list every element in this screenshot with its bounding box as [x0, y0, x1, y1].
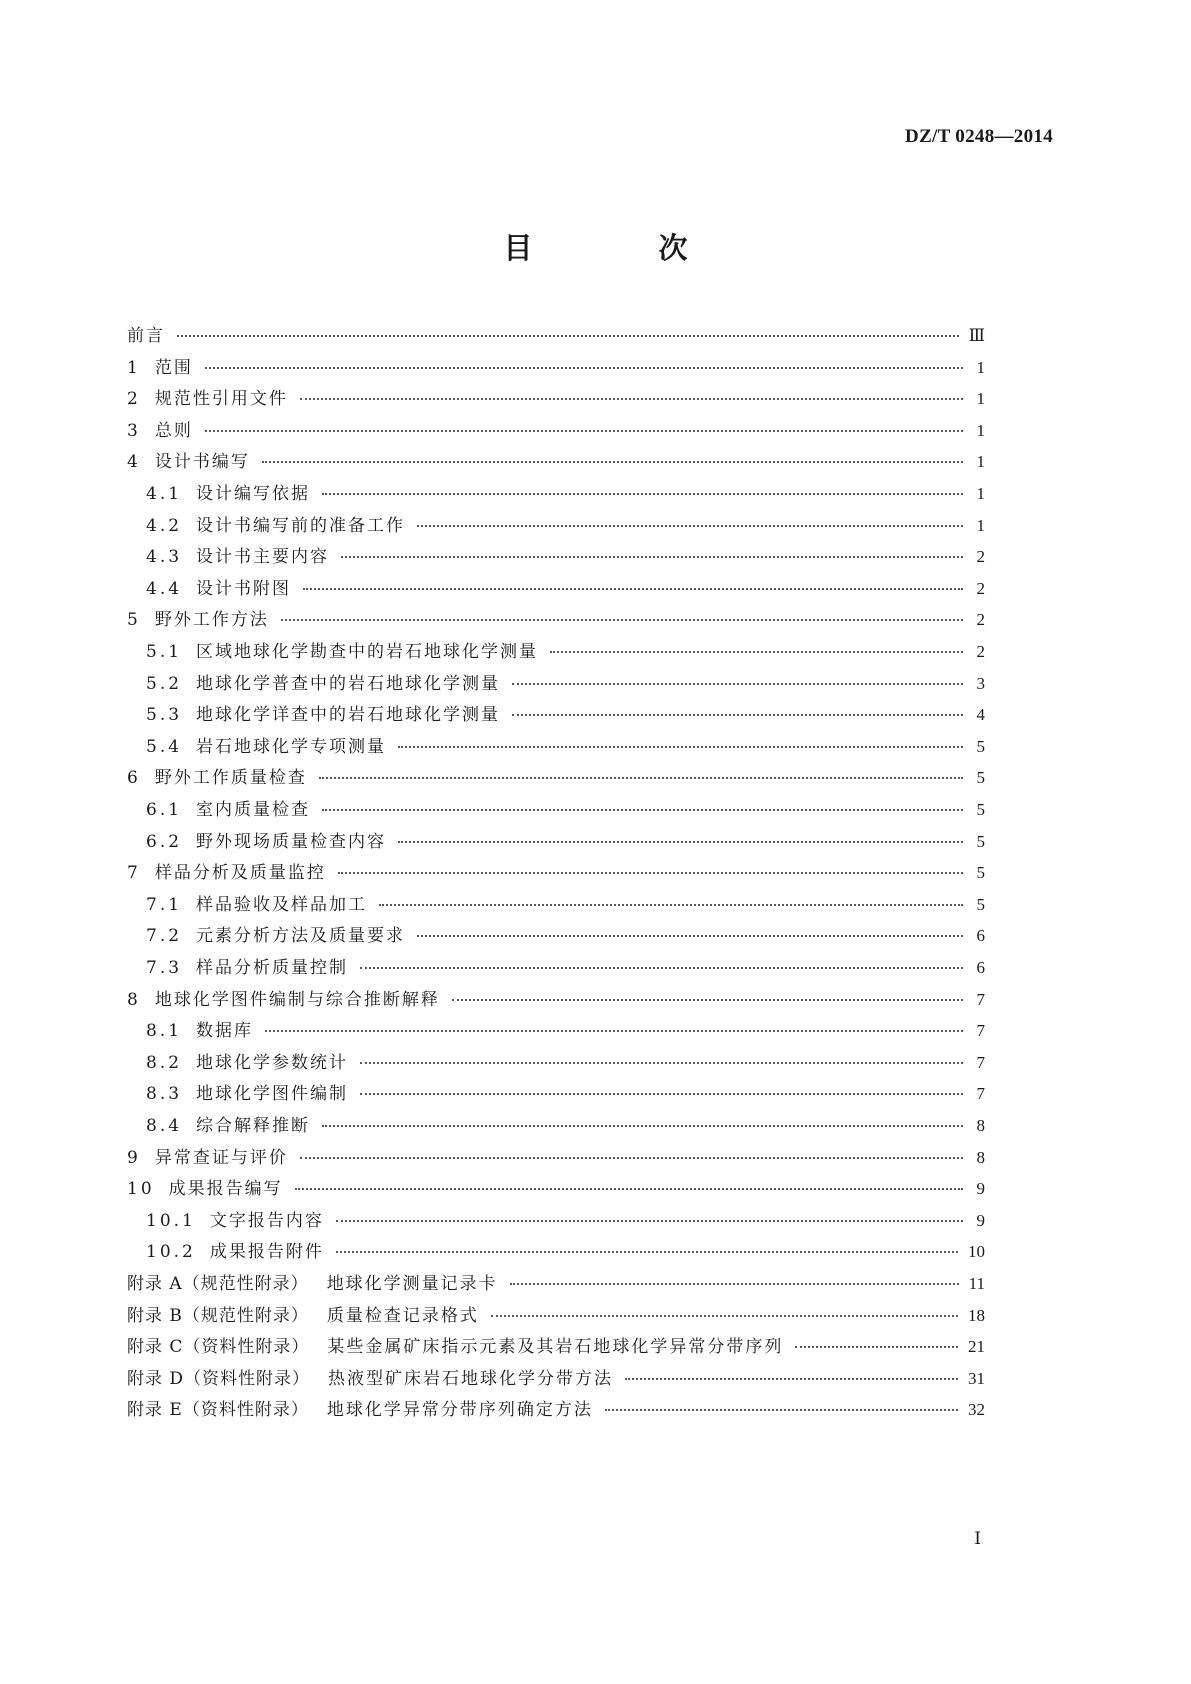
toc-entry-number: 10.1 [146, 1210, 196, 1231]
toc-entry-label: 文字报告内容 [209, 1210, 324, 1231]
toc-entry-page: Ⅲ [968, 326, 985, 345]
toc-entry-number: 4.2 [146, 515, 183, 536]
toc-dot-leader [303, 587, 963, 590]
toc-entry-label: 总则 [154, 420, 193, 441]
toc-dot-leader [625, 1377, 958, 1380]
toc-entry-label: 样品分析质量控制 [196, 958, 349, 978]
toc-entry-label: 野外现场质量检查内容 [196, 831, 387, 852]
page-number: Ⅰ [974, 1529, 981, 1548]
toc-dot-leader [605, 1408, 958, 1411]
toc-dot-leader [795, 1345, 958, 1348]
toc-entry[interactable] [146, 479, 985, 509]
toc-dot-leader [512, 682, 963, 685]
toc-entry-number: 7.1 [146, 894, 183, 915]
toc-entry-page: 7 [976, 1052, 985, 1072]
toc-entry-page: 6 [976, 958, 985, 977]
toc-entry-page: 11 [968, 1274, 985, 1293]
toc-entry-number: 8 [127, 989, 141, 1010]
toc-entry[interactable] [127, 985, 985, 1015]
toc-entry-number: 4 [127, 452, 141, 473]
toc-dot-leader [295, 1187, 963, 1190]
toc-entry-page: 8 [976, 1147, 985, 1167]
toc-entry[interactable] [146, 637, 985, 667]
toc-entry-label: 野外工作质量检查 [154, 768, 307, 789]
toc-entry-number: 5.4 [146, 736, 183, 757]
toc-entry[interactable] [127, 1143, 985, 1173]
toc-entry-number: 9 [127, 1147, 141, 1168]
toc-entry-number: 7.3 [146, 958, 183, 978]
toc-entry-number: 8.4 [146, 1116, 183, 1136]
toc-entry-label: 岩石地球化学专项测量 [196, 736, 387, 757]
toc-entry-page: 1 [976, 389, 985, 409]
toc-dot-leader [265, 1029, 963, 1032]
toc-entry-page: 9 [976, 1210, 985, 1230]
toc-entry-label: 规范性引用文件 [154, 389, 288, 410]
toc-entry[interactable] [146, 1016, 985, 1046]
toc-entry-number: 7 [127, 863, 141, 884]
toc-entry[interactable] [127, 1174, 985, 1204]
toc-entry-page: 1 [976, 420, 985, 440]
toc-dot-leader [417, 934, 963, 937]
toc-entry-label: 某些金属矿床指示元素及其岩石地球化学异常分带序列 [327, 1337, 784, 1358]
toc-entry-label: 地球化学图件编制 [196, 1084, 349, 1105]
toc-entry-label: 设计编写依据 [196, 484, 311, 504]
toc-entry[interactable] [127, 416, 985, 446]
toc-entry[interactable] [127, 321, 985, 351]
toc-entry[interactable] [146, 921, 985, 951]
toc-entry-page: 31 [968, 1368, 985, 1388]
toc-entry-number: 8.3 [146, 1084, 183, 1105]
toc-entry-label: 设计书主要内容 [196, 547, 330, 568]
toc-entry-number: 附录 A（规范性附录） [127, 1274, 309, 1294]
toc-dot-leader [452, 998, 963, 1001]
toc-entry[interactable] [146, 890, 985, 920]
toc-entry-number: 4.3 [146, 547, 183, 568]
toc-dot-leader [398, 745, 963, 748]
toc-entry-label: 质量检查记录格式 [326, 1305, 479, 1326]
toc-entry[interactable] [127, 1269, 985, 1299]
toc-entry-page: 5 [976, 863, 985, 883]
toc-entry-page: 1 [976, 452, 985, 472]
toc-entry-number: 5.3 [146, 705, 183, 726]
toc-entry-label: 样品验收及样品加工 [196, 894, 368, 915]
toc-dot-leader [322, 808, 963, 811]
toc-entry[interactable] [146, 700, 985, 730]
toc-entry-label: 前言 [127, 326, 165, 346]
toc-entry-number: 10 [127, 1179, 155, 1200]
toc-entry[interactable] [127, 384, 985, 414]
toc-entry-page: 8 [976, 1116, 985, 1135]
toc-entry-page: 2 [976, 578, 985, 598]
toc-entry-page: 6 [976, 926, 985, 946]
toc-dot-leader [379, 903, 963, 906]
toc-entry[interactable] [146, 1237, 985, 1267]
toc-entry-page: 7 [976, 1021, 985, 1041]
toc-entry[interactable] [127, 1395, 985, 1425]
toc-entry-number: 4.4 [146, 578, 183, 599]
toc-entry-label: 室内质量检查 [196, 800, 311, 820]
toc-dot-leader [360, 966, 963, 969]
toc-dot-leader [281, 618, 963, 621]
toc-entry[interactable] [146, 953, 985, 983]
toc-dot-leader [336, 1219, 963, 1222]
toc-dot-leader [341, 555, 963, 558]
toc-entry-number: 附录 D（资料性附录） [127, 1368, 311, 1389]
toc-entry[interactable] [146, 574, 985, 604]
toc-entry[interactable] [127, 353, 985, 383]
toc-entry[interactable] [146, 1111, 985, 1141]
toc-dot-leader [336, 1250, 958, 1253]
toc-entry-label: 异常查证与评价 [154, 1147, 288, 1168]
toc-entry-label: 地球化学异常分带序列确定方法 [326, 1400, 593, 1421]
toc-entry-page: 7 [976, 1084, 985, 1104]
toc-entry-number: 8.1 [146, 1021, 183, 1042]
toc-entry-label: 范围 [154, 357, 193, 378]
toc-entry-label: 数据库 [196, 1021, 254, 1042]
toc-entry-label: 地球化学详查中的岩石地球化学测量 [196, 705, 501, 726]
toc-entry-page: 5 [976, 894, 985, 914]
toc-entry-number: 附录 C（资料性附录） [127, 1337, 310, 1358]
toc-dot-leader [338, 871, 963, 874]
toc-entry-page: 5 [976, 736, 985, 756]
toc-entry-page: 5 [976, 831, 985, 851]
toc-dot-leader [398, 840, 963, 843]
toc-entry-number: 10.2 [146, 1242, 196, 1263]
standard-code: DZ/T 0248—2014 [905, 126, 1053, 147]
toc-entry-number: 附录 E（资料性附录） [127, 1400, 309, 1421]
toc-entry-number: 5.2 [146, 673, 183, 694]
toc-entry[interactable] [146, 1048, 985, 1078]
toc-entry-page: 5 [976, 800, 985, 819]
toc-entry-page: 32 [968, 1400, 985, 1420]
toc-entry[interactable] [146, 795, 985, 825]
toc-entry-label: 成果报告编写 [168, 1179, 283, 1200]
toc-entry-number: 2 [127, 389, 141, 410]
toc-entry[interactable] [127, 447, 985, 477]
toc-entry-page: 7 [976, 989, 985, 1009]
toc-entry-label: 设计书编写 [154, 452, 250, 473]
toc-dot-leader [205, 366, 963, 369]
toc-entry-label: 野外工作方法 [154, 610, 269, 631]
toc-entry-page: 21 [968, 1337, 985, 1357]
toc-entry[interactable] [146, 669, 985, 699]
toc-dot-leader [417, 524, 963, 527]
toc-entry-page: 5 [976, 768, 985, 788]
toc-entry[interactable] [127, 1364, 985, 1394]
toc-entry-number: 5.1 [146, 642, 183, 662]
toc-entry-number: 5 [127, 610, 141, 631]
toc-entry-number: 附录 B（规范性附录） [127, 1305, 309, 1326]
toc-entry-label: 地球化学测量记录卡 [326, 1274, 498, 1294]
toc-entry[interactable] [127, 605, 985, 635]
toc-entry[interactable] [127, 1301, 985, 1331]
toc-dot-leader [177, 334, 959, 337]
toc-entry-number: 8.2 [146, 1052, 183, 1073]
toc-entry[interactable] [146, 732, 985, 762]
toc-entry-number: 6.1 [146, 800, 183, 820]
toc-entry-number: 6 [127, 768, 141, 789]
toc-entry[interactable] [127, 1332, 985, 1362]
toc-dot-leader [550, 650, 963, 653]
toc-dot-leader [360, 1061, 963, 1064]
toc-entry-page: 3 [976, 673, 985, 693]
toc-entry-label: 元素分析方法及质量要求 [196, 926, 406, 947]
toc-entry-label: 地球化学参数统计 [196, 1052, 349, 1073]
toc-dot-leader [510, 1282, 959, 1285]
toc-entry-label: 区域地球化学勘查中的岩石地球化学测量 [196, 642, 539, 662]
toc-entry-label: 成果报告附件 [209, 1242, 324, 1263]
toc-dot-leader [512, 713, 963, 716]
toc-entry-page: 4 [976, 705, 985, 725]
toc-entry-number: 3 [127, 420, 141, 441]
toc-entry-label: 样品分析及质量监控 [154, 863, 326, 884]
toc-entry-number: 6.2 [146, 831, 183, 852]
toc-entry-label: 设计书附图 [196, 578, 292, 599]
toc-entry[interactable] [127, 858, 985, 888]
toc-entry-page: 2 [976, 547, 985, 567]
toc-dot-leader [360, 1092, 963, 1095]
toc-entry-page: 10 [968, 1242, 985, 1262]
toc-entry[interactable] [127, 763, 985, 793]
toc-entry-page: 1 [976, 484, 985, 503]
toc-entry-page: 9 [976, 1179, 985, 1199]
toc-entry[interactable] [146, 511, 985, 541]
toc-entry-label: 地球化学普查中的岩石地球化学测量 [196, 673, 501, 694]
toc-dot-leader [300, 397, 963, 400]
toc-dot-leader [319, 776, 963, 779]
toc-entry-label: 地球化学图件编制与综合推断解释 [154, 989, 440, 1010]
toc-dot-leader [300, 1156, 963, 1159]
toc-dot-leader [262, 460, 963, 463]
toc-entry-label: 设计书编写前的准备工作 [196, 515, 406, 536]
toc-dot-leader [322, 1124, 963, 1127]
toc-entry-number: 4.1 [146, 484, 183, 504]
toc-dot-leader [322, 492, 963, 495]
toc-entry[interactable] [146, 827, 985, 857]
toc-entry-page: 18 [968, 1305, 985, 1325]
toc-dot-leader [491, 1314, 958, 1317]
toc-entry-page: 2 [976, 610, 985, 630]
toc-entry[interactable] [146, 542, 985, 572]
toc-entry-label: 综合解释推断 [196, 1116, 311, 1136]
toc-entry-number: 1 [127, 357, 141, 378]
toc-dot-leader [205, 429, 963, 432]
toc-entry[interactable] [146, 1206, 985, 1236]
toc-entry-number: 7.2 [146, 926, 183, 947]
toc-entry[interactable] [146, 1079, 985, 1109]
toc-entry-label: 热液型矿床岩石地球化学分带方法 [328, 1368, 614, 1389]
toc-entry-page: 1 [976, 515, 985, 535]
toc-entry-page: 2 [976, 642, 985, 661]
page-title: 目 次 [503, 231, 746, 265]
toc-entry-page: 1 [976, 357, 985, 377]
